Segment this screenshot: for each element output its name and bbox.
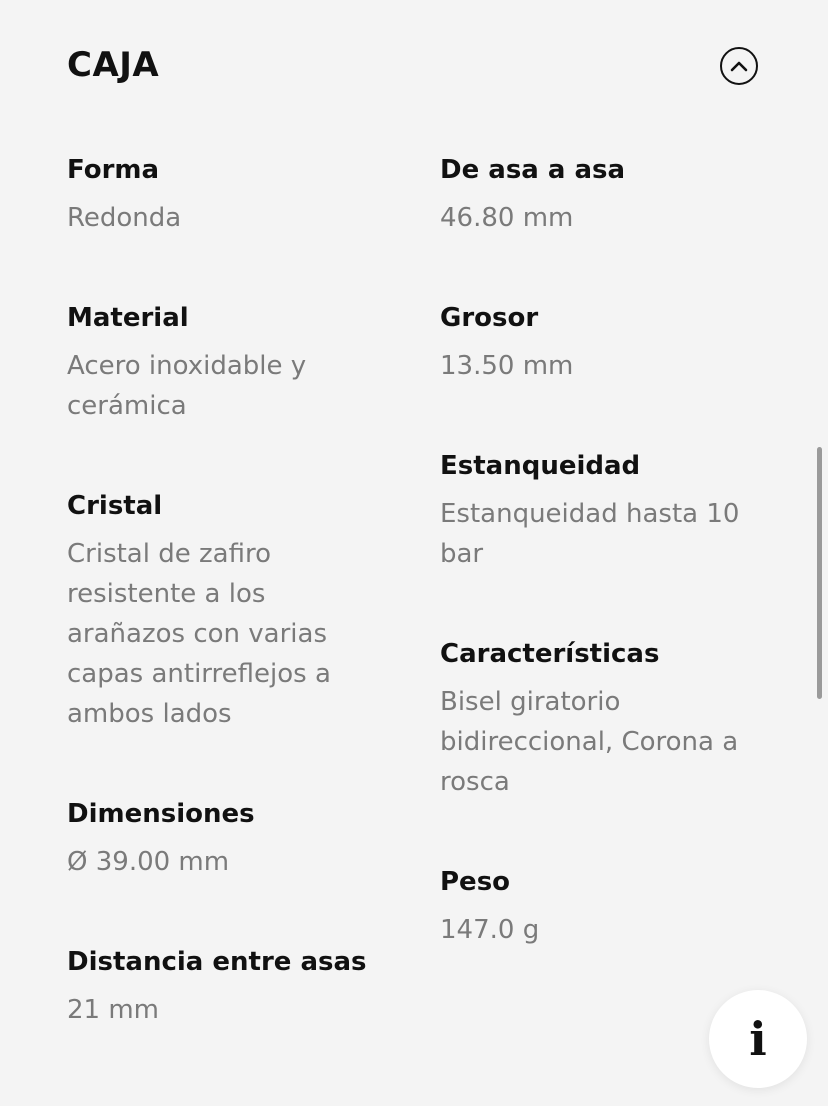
spec-label: Características [440, 639, 660, 669]
spec-value: Ø 39.00 mm [67, 847, 230, 877]
spec-value: 147.0 g [440, 915, 540, 945]
spec-label: Peso [440, 867, 511, 897]
spec-label: Distancia entre asas [67, 947, 367, 977]
spec-de-asa-a-asa [440, 150, 780, 238]
spec-grosor [440, 298, 780, 386]
section-title: CAJA [67, 45, 160, 85]
info-icon: i [749, 1012, 767, 1066]
spec-value: Cristal de zafiro resistente a los arañazos con varias capas antirreflejos a ambos lados [67, 539, 331, 729]
spec-value: Acero inoxidable y cerámica [67, 351, 307, 421]
spec-label: Grosor [440, 303, 539, 333]
spec-label: Dimensiones [67, 799, 255, 829]
info-button[interactable] [709, 990, 807, 1088]
spec-value: 46.80 mm [440, 203, 574, 233]
spec-label: Material [67, 303, 189, 333]
spec-dimensiones [67, 794, 387, 882]
spec-forma [67, 150, 387, 238]
spec-cristal [67, 486, 387, 734]
spec-value: Bisel giratorio bidireccional, Corona a rosca [440, 687, 739, 797]
collapse-section-button[interactable] [720, 47, 758, 85]
spec-material [67, 298, 387, 426]
spec-distancia-entre-asas [67, 942, 387, 1030]
spec-value: Estanqueidad hasta 10 bar [440, 499, 740, 569]
spec-peso [440, 862, 780, 950]
scrollbar-thumb[interactable] [817, 447, 822, 699]
spec-estanqueidad [440, 446, 780, 574]
spec-value: 21 mm [67, 995, 160, 1025]
spec-label: Forma [67, 155, 160, 185]
spec-value: 13.50 mm [440, 351, 574, 381]
spec-label: Cristal [67, 491, 163, 521]
spec-label: Estanqueidad [440, 451, 641, 481]
chevron-up-icon [730, 60, 748, 72]
spec-value: Redonda [67, 203, 182, 233]
spec-label: De asa a asa [440, 155, 626, 185]
spec-caracteristicas [440, 634, 780, 802]
